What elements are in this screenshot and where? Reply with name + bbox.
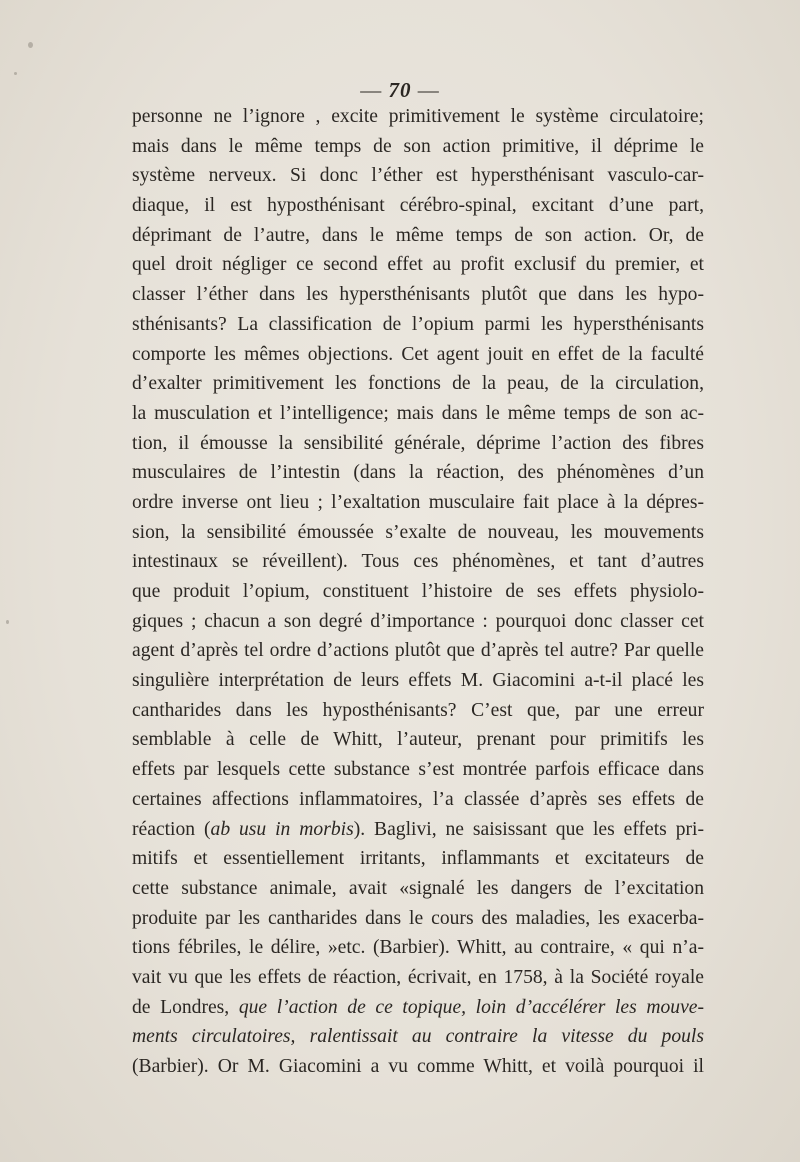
text-line bbox=[132, 874, 704, 904]
text-line bbox=[132, 429, 704, 459]
text-line bbox=[132, 399, 704, 429]
text-run: sthénisants? La classification de l’opium parmi les hypersthénisants bbox=[132, 313, 704, 335]
text-run: tions fébriles, le délire, »etc. (Barbier). Whitt, au contraire, « qui n’a- bbox=[132, 937, 704, 959]
paper-speck bbox=[28, 42, 33, 48]
text-line bbox=[132, 132, 704, 162]
text-run: réaction ( bbox=[132, 818, 211, 840]
text-run: musculaires de l’intestin (dans la réaction, des phénomènes d’un bbox=[132, 462, 704, 484]
text-run: ordre inverse ont lieu ; l’exaltation musculaire fait place à la dépres- bbox=[132, 491, 704, 513]
text-run: de Londres, bbox=[132, 996, 239, 1018]
text-line bbox=[132, 577, 704, 607]
text-run: que produit l’opium, constituent l’histoire de ses effets physiolo- bbox=[132, 581, 704, 602]
italic-text-run: que l’action de ce topique, loin d’accélérer les mouve- bbox=[238, 996, 704, 1018]
text-line bbox=[132, 607, 704, 637]
text-line bbox=[132, 755, 704, 785]
text-line bbox=[132, 933, 704, 963]
page-number-suffix: — bbox=[411, 78, 440, 102]
text-run: singulière interprétation de leurs effets M. Giacomini a-t-il placé les bbox=[132, 670, 704, 692]
page-number-prefix: — bbox=[360, 78, 389, 102]
text-run: la musculation et l’intelligence; mais dans le même temps de son ac- bbox=[132, 402, 704, 424]
text-run: personne ne l’ignore , excite primitivement le système circulatoire; bbox=[132, 106, 704, 127]
text-run: comporte les mêmes objections. Cet agent jouit en effet de la faculté bbox=[132, 343, 704, 365]
text-line bbox=[132, 191, 704, 221]
text-line bbox=[132, 488, 704, 518]
text-run: certaines affections inflammatoires, l’a classée d’après ses effets de bbox=[132, 788, 704, 810]
paper-speck bbox=[6, 620, 9, 624]
italic-text-run: ments circulatoires, ralentissait au contraire la vitesse du pouls bbox=[132, 1026, 704, 1048]
text-run: déprimant de l’autre, dans le même temps de son action. Or, de bbox=[132, 224, 704, 246]
text-line bbox=[132, 161, 704, 191]
text-run: d’exalter primitivement les fonctions de la peau, de la circulation, bbox=[132, 373, 704, 395]
text-line bbox=[132, 844, 704, 874]
text-run: cette substance animale, avait «signalé les dangers de l’excitation bbox=[132, 877, 704, 899]
text-run: mitifs et essentiellement irritants, inflammants et excitateurs de bbox=[132, 848, 704, 870]
text-line bbox=[132, 369, 704, 399]
text-run: ). Baglivi, ne saisissant que les effets pri- bbox=[353, 818, 704, 840]
text-run: agent d’après tel ordre d’actions plutôt que d’après tel autre? Par quelle bbox=[132, 640, 704, 662]
text-line bbox=[132, 310, 704, 340]
text-run: tion, il émousse la sensibilité générale, déprime l’action des fibres bbox=[132, 432, 704, 454]
text-line bbox=[132, 666, 704, 696]
paper-speck bbox=[14, 72, 17, 75]
text-line bbox=[132, 518, 704, 548]
text-line bbox=[132, 904, 704, 934]
text-run: cantharides dans les hyposthénisants? C’est que, par une erreur bbox=[132, 699, 704, 721]
italic-text-run: ab usu in morbis bbox=[210, 818, 354, 840]
text-run: vait vu que les effets de réaction, écrivait, en 1758, à la Société royale bbox=[132, 966, 704, 988]
text-line bbox=[132, 815, 704, 845]
text-line bbox=[132, 280, 704, 310]
page-number bbox=[0, 78, 800, 103]
text-run: produite par les cantharides dans le cours des maladies, les exacerba- bbox=[132, 907, 704, 929]
text-run: effets par lesquels cette substance s’est montrée parfois efficace dans bbox=[132, 759, 704, 781]
text-run: système nerveux. Si donc l’éther est hypersthénisant vasculo-car- bbox=[132, 165, 704, 187]
text-line bbox=[132, 458, 704, 488]
text-run: intestinaux se réveillent). Tous ces phénomènes, et tant d’autres bbox=[132, 551, 704, 573]
text-line bbox=[132, 725, 704, 755]
text-run: (Barbier). Or M. Giacomini a vu comme Whitt, et voilà pourquoi il bbox=[132, 1056, 704, 1077]
text-line bbox=[132, 963, 704, 993]
text-line bbox=[132, 1052, 704, 1082]
text-run: semblable à celle de Whitt, l’auteur, prenant pour primitifs les bbox=[132, 729, 704, 751]
text-line bbox=[132, 102, 704, 132]
text-run: diaque, il est hyposthénisant cérébro-spinal, excitant d’une part, bbox=[132, 195, 704, 217]
text-run: sion, la sensibilité émoussée s’exalte de nouveau, les mouvements bbox=[132, 521, 704, 543]
text-line bbox=[132, 250, 704, 280]
text-line bbox=[132, 696, 704, 726]
page-number-value: 70 bbox=[388, 78, 412, 102]
text-line bbox=[132, 993, 704, 1023]
text-line bbox=[132, 785, 704, 815]
text-run: giques ; chacun a son degré d’importance : pourquoi donc classer cet bbox=[132, 610, 704, 632]
text-line bbox=[132, 1022, 704, 1052]
text-run: quel droit négliger ce second effet au profit exclusif du premier, et bbox=[132, 254, 704, 276]
text-line bbox=[132, 547, 704, 577]
text-line bbox=[132, 221, 704, 251]
text-line bbox=[132, 636, 704, 666]
body-text bbox=[132, 102, 704, 1082]
text-line bbox=[132, 340, 704, 370]
text-run: mais dans le même temps de son action primitive, il déprime le bbox=[132, 135, 704, 157]
text-run: classer l’éther dans les hypersthénisants plutôt que dans les hypo- bbox=[132, 284, 704, 306]
